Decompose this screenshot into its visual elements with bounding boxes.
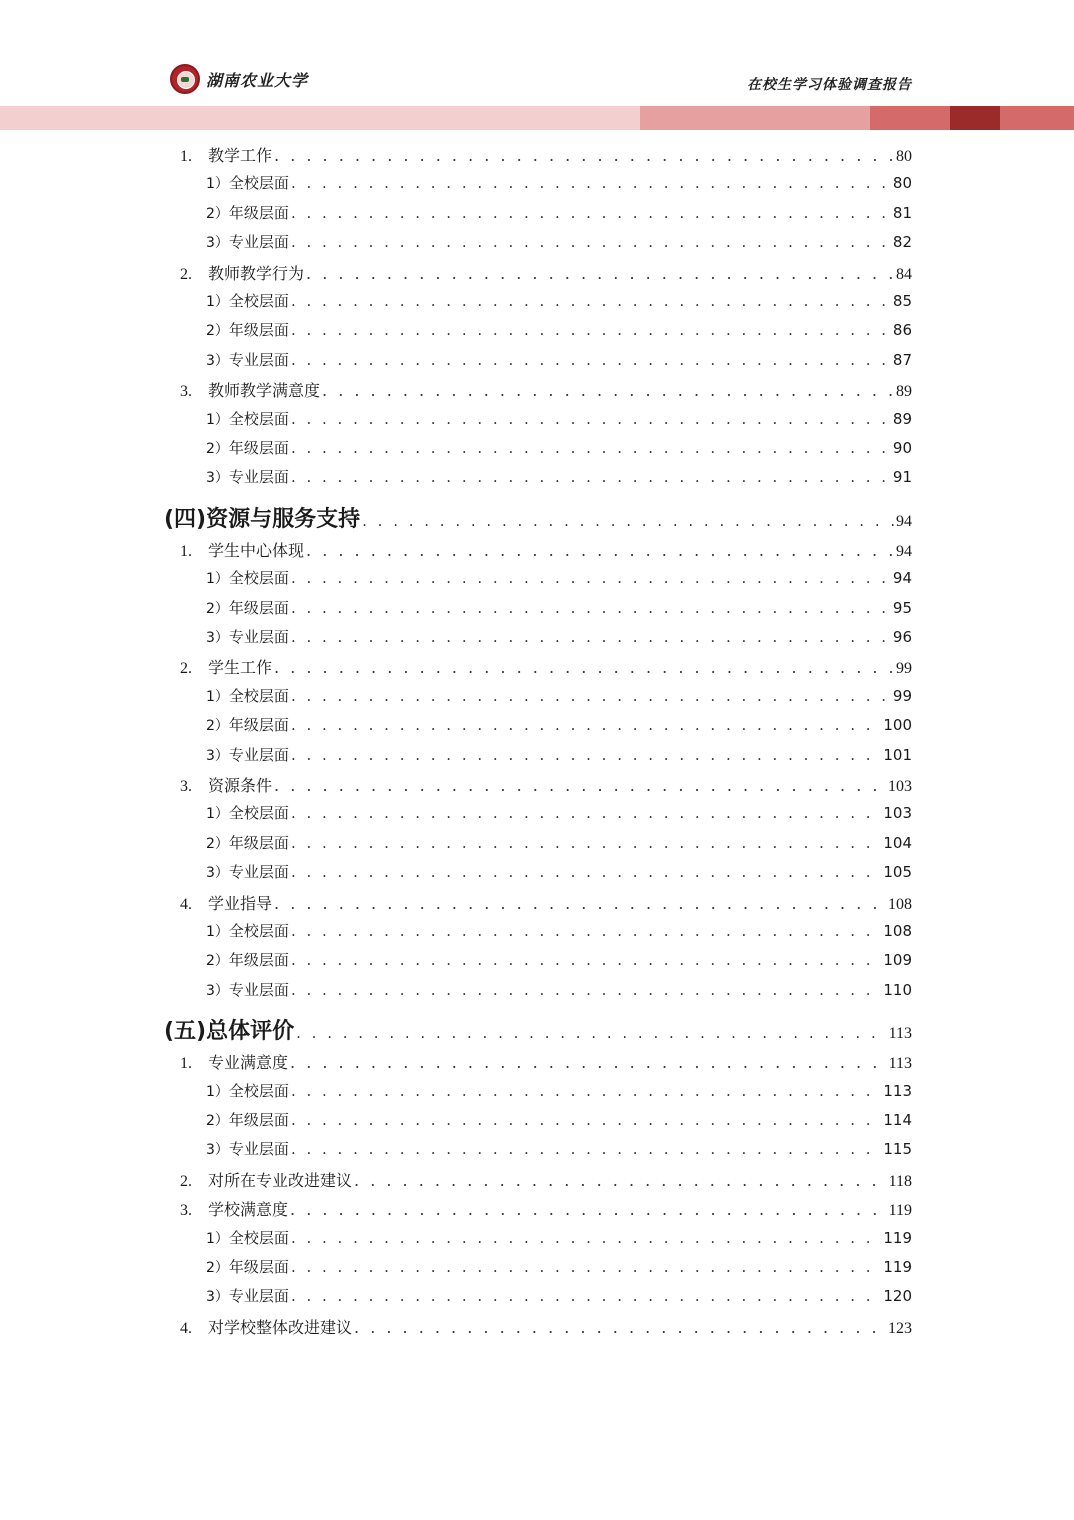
toc-entry[interactable] [206,349,912,371]
toc-page-number: 86 [892,321,912,340]
toc-entry[interactable] [206,1109,912,1131]
toc-entry-title [206,1109,289,1130]
toc-entry-number: 3） [206,235,229,252]
dot-leader [306,264,894,283]
toc-page-number: 90 [892,439,912,457]
toc-entry-label: 专业层面 [228,980,289,999]
toc-entry-number: 3. [180,1202,192,1220]
report-title: 在校生学习体验调查报告 [747,77,912,93]
toc-entry[interactable] [206,231,912,253]
toc-page-number: 94 [896,542,912,560]
toc-page-number: 108 [888,895,912,913]
toc-entry-title [206,626,289,647]
dot-leader [291,351,891,369]
toc-entry[interactable] [206,1138,912,1160]
toc-entry[interactable] [206,714,912,736]
toc-entry-label: 对所在专业改进建议 [208,1170,353,1190]
toc-entry[interactable] [206,920,912,942]
toc-entry-label: 教师教学满意度 [208,381,321,401]
toc-entry-number: 3. [180,778,192,795]
dot-leader [306,541,894,560]
university-logo [170,64,308,94]
toc-page-number: 103 [888,778,912,795]
toc-entry[interactable] [180,261,912,283]
toc-entry-number: 1） [206,571,229,588]
toc-entry-title [206,979,289,1000]
toc-entry[interactable] [180,1315,912,1337]
school-name: 湖南农业大学 [206,70,309,90]
toc-entry[interactable] [206,1256,912,1278]
toc-page-number: 94 [892,569,912,588]
dot-leader [296,1024,886,1042]
dot-leader [291,1082,881,1100]
toc-entry-title [206,832,289,853]
toc-entry[interactable] [206,1285,912,1307]
toc-entry[interactable] [206,744,912,766]
toc-entry-title [180,1168,352,1190]
toc-entry-title [164,502,360,532]
dot-leader [290,1200,887,1219]
dot-leader [291,981,881,999]
toc-entry-number: 1） [206,411,229,428]
toc-entry-number: 3） [206,747,229,764]
dot-leader [274,146,894,165]
dot-leader [291,321,891,339]
toc-entry-number: 4. [180,1319,192,1337]
toc-entry[interactable] [206,832,912,854]
toc-entry[interactable] [206,319,912,341]
toc-entry-number: 2） [206,600,229,617]
toc-entry-label: 年级层面 [228,203,289,222]
toc-entry-label: 学业指导 [208,893,273,913]
toc-entry-title [206,949,289,970]
toc-page-number: 87 [892,350,912,369]
dot-leader [291,174,891,192]
header-band-medium [640,106,870,130]
dot-leader [291,1111,881,1129]
dot-leader [291,1258,881,1276]
toc-entry-label: 年级层面 [228,833,289,852]
toc-entry-label: 专业层面 [228,863,289,882]
dot-leader [291,746,881,764]
toc-entry[interactable] [180,538,912,560]
toc-entry-label: 专业层面 [228,350,289,369]
toc-page-number: 99 [892,686,912,705]
toc-entry[interactable] [180,1168,912,1190]
toc-entry-title [206,1256,289,1277]
toc-entry-title [206,744,289,765]
toc-entry-label: 专业层面 [228,468,289,487]
toc-entry-number: 2） [206,718,229,735]
toc-page-number: 81 [892,203,912,222]
toc-entry-title [206,1227,289,1248]
dot-leader [291,951,881,969]
header-band-accent [870,106,950,130]
toc-page-number: 119 [883,1258,912,1276]
toc-entry-label: 年级层面 [228,598,289,617]
toc-entry[interactable] [180,655,912,677]
dot-leader [362,512,894,530]
toc-page-number: 113 [883,1081,912,1100]
university-seal-icon [170,64,200,94]
toc-entry[interactable] [206,567,912,589]
toc-entry-label: 专业层面 [228,1287,289,1306]
dot-leader [291,716,881,734]
toc-entry-number: 4. [180,895,192,913]
toc-entry-title [164,1014,294,1044]
toc-entry-label: 全校层面 [228,686,289,705]
header-band-light [0,106,640,130]
toc-page-number: 80 [896,148,912,165]
toc-page-number: 84 [896,265,912,283]
toc-entry-label: 全校层面 [228,804,289,823]
dot-leader [291,439,891,457]
toc-entry[interactable] [206,1080,912,1102]
toc-entry-title [206,349,289,370]
toc-entry-number: 3） [206,1289,229,1306]
toc-entry[interactable] [206,172,912,194]
toc-entry-label: 全校层面 [228,1081,289,1100]
toc-entry-title [180,891,272,913]
dot-leader [274,658,894,677]
toc-entry-label: 年级层面 [228,439,289,457]
toc-entry-title [180,261,304,283]
toc-entry-number: 1） [206,688,229,705]
toc-page-number: 114 [883,1111,912,1129]
toc-entry-title [206,1138,289,1159]
toc-entry-number: 1. [180,1055,192,1073]
dot-leader [291,410,891,428]
toc-entry-title [206,437,289,458]
toc-entry[interactable] [180,143,912,165]
toc-entry-label: 全校层面 [228,409,289,428]
toc-entry-label: 年级层面 [228,1258,289,1276]
toc-entry[interactable] [180,891,912,913]
toc-entry-label: 专业层面 [228,1140,289,1159]
toc-page-number: 123 [888,1319,912,1337]
toc-entry-number: 1. [180,542,192,560]
toc-page-number: 113 [888,1025,912,1043]
toc-page-number: 115 [883,1140,912,1159]
toc-entry-label: 学生工作 [208,658,273,678]
dot-leader [291,1229,881,1247]
toc-entry-title [180,1050,288,1072]
toc-entry-label: 全校层面 [228,1228,289,1247]
dot-leader [291,204,891,222]
toc-entry-label: 年级层面 [228,716,289,735]
toc-entry-title [180,378,320,400]
toc-page-number: 119 [883,1228,912,1247]
toc-entry-title [206,1080,289,1101]
toc-entry-label: 专业层面 [228,745,289,764]
toc-entry-title [206,685,289,706]
header-band-accent-end [1000,106,1074,130]
toc-entry-number: 3） [206,1142,229,1159]
toc-entry-number: 1） [206,924,229,940]
toc-entry[interactable] [206,861,912,883]
dot-leader [291,1140,881,1158]
toc-page-number: 82 [892,233,912,252]
toc-entry[interactable] [206,437,912,459]
toc-entry-label: 专业满意度 [208,1053,289,1073]
toc-entry-title [180,1315,352,1337]
toc-entry-number: 2. [180,1172,192,1190]
toc-entry-title [180,773,272,795]
toc-entry-title [206,172,289,193]
toc-page-number: 109 [883,951,912,970]
toc-entry-label: 全校层面 [228,922,289,940]
toc-entry-title [180,1197,288,1219]
header-band-dark [950,106,1000,130]
toc-entry-title [206,802,289,823]
toc-entry-number: 3） [206,470,229,487]
toc-entry-number: 3） [206,630,229,646]
toc-entry-title [206,861,289,882]
toc-entry-number: 2. [180,660,192,678]
toc-entry-number: 2） [206,953,229,970]
toc-entry-number: 2） [206,323,229,340]
toc-entry-number: 1） [206,1083,229,1100]
toc-page-number: 80 [892,174,912,193]
toc-entry-number: 2） [206,205,229,222]
toc-entry-number: 2） [206,835,229,852]
toc-section-heading[interactable] [164,1014,912,1044]
toc-entry[interactable] [206,290,912,312]
toc-entry-number: 3） [206,865,229,882]
toc-entry-title [206,714,289,735]
toc-entry-number: 1） [206,294,229,310]
toc-entry-title [206,202,289,223]
toc-entry-number: 1） [206,806,229,823]
toc-entry-label: 专业层面 [228,233,289,252]
toc-entry-label: 年级层面 [228,321,289,340]
toc-page-number: 104 [883,833,912,852]
dot-leader [291,922,881,940]
toc-entry-title [206,567,289,588]
dot-leader [322,381,894,400]
toc-entry[interactable] [180,1197,912,1219]
toc-entry[interactable] [206,597,912,619]
toc-entry-title [206,1285,289,1306]
dot-leader [354,1171,887,1190]
toc-entry-number: 1） [206,1230,229,1247]
toc-entry[interactable] [206,979,912,1001]
toc-entry-number: 2） [206,1113,229,1129]
dot-leader [291,292,891,310]
toc-entry-label: 全校层面 [228,292,289,310]
toc-page-number: 100 [883,716,912,735]
toc-entry-title [180,538,304,560]
toc-entry-title [206,231,289,252]
dot-leader [290,1053,887,1072]
toc-entry[interactable] [206,202,912,224]
dot-leader [354,1318,886,1337]
toc-entry-title [206,920,289,941]
toc-entry-label: 学校满意度 [208,1200,289,1220]
toc-entry[interactable] [206,1227,912,1249]
toc-entry[interactable] [206,802,912,824]
dot-leader [291,628,891,646]
toc-entry-title [206,319,289,340]
toc-entry-number: 1） [206,176,229,193]
toc-page-number: 89 [892,409,912,428]
toc-entry-label: 全校层面 [228,174,289,193]
toc-entry-label: 年级层面 [228,1111,289,1129]
toc-entry-label: (四)资源与服务支持 [164,506,361,532]
toc-page-number: 120 [883,1287,912,1306]
toc-entry-title [206,408,289,429]
dot-leader [291,233,891,251]
toc-entry-label: 学生中心体现 [208,540,305,560]
toc-entry-title [180,143,272,165]
toc-page-number: 110 [883,980,912,999]
toc-entry-number: 2. [180,265,192,283]
toc-page-number: 94 [896,512,912,530]
toc-page-number: 96 [892,628,912,646]
toc-entry-label: 专业层面 [228,628,289,646]
toc-entry[interactable] [180,773,912,795]
toc-entry-number: 1. [180,148,192,165]
toc-page-number: 103 [883,804,912,823]
toc-entry-number: 3. [180,383,192,401]
toc-entry-label: 年级层面 [228,951,289,970]
toc-page-number: 95 [892,598,912,617]
toc-page-number: 91 [892,468,912,487]
toc-entry-number: 3） [206,982,229,999]
toc-page-number: 99 [896,660,912,678]
toc-entry-title [180,655,272,677]
toc-entry[interactable] [206,685,912,707]
dot-leader [291,804,881,822]
toc-entry[interactable] [180,378,912,400]
dot-leader [291,834,881,852]
toc-page-number: 118 [888,1172,912,1190]
toc-entry-label: 教学工作 [208,146,273,165]
toc-entry-number: 3） [206,352,229,369]
toc-entry-title [206,466,289,487]
toc-page-number: 101 [883,745,912,764]
toc-entry-title [206,597,289,618]
dot-leader [274,776,886,795]
toc-entry-number: 2） [206,1260,229,1276]
dot-leader [291,468,891,486]
toc-entry-label: 教师教学行为 [208,263,305,283]
dot-leader [291,863,881,881]
toc-section-heading[interactable] [164,502,912,532]
toc-page-number: 89 [896,383,912,401]
toc-page-number: 113 [888,1055,912,1073]
page-header [0,0,1074,132]
toc-entry[interactable] [206,626,912,648]
dot-leader [291,599,891,617]
toc-entry-label: 全校层面 [228,569,289,588]
toc-entry-label: 资源条件 [208,776,273,795]
dot-leader [291,569,891,587]
toc-entry-number: 2） [206,441,229,457]
toc-page-number: 105 [883,863,912,882]
toc-entry[interactable] [206,949,912,971]
toc-page-number: 119 [888,1202,912,1220]
toc-entry[interactable] [206,408,912,430]
toc-entry-label: (五)总体评价 [164,1019,295,1045]
dot-leader [274,894,886,913]
dot-leader [291,687,891,705]
toc-entry-title [206,290,289,311]
toc-entry-label: 对学校整体改进建议 [208,1317,353,1337]
toc-entry[interactable] [180,1050,912,1072]
toc-page-number: 108 [883,922,912,940]
dot-leader [291,1287,881,1305]
toc-page-number: 85 [892,292,912,310]
toc-entry[interactable] [206,466,912,488]
